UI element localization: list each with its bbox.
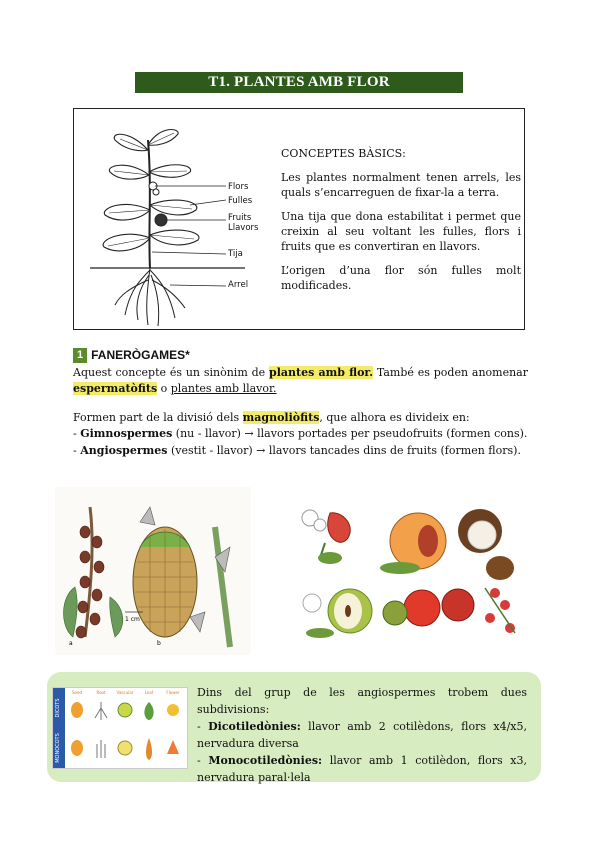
label-a: a [69, 640, 73, 647]
tomato-icon [383, 589, 474, 626]
text: (vestit - llavor) → llavors tancades dins de fruits (formen flors). [167, 443, 521, 457]
highlight-plantes-amb-flor: plantes amb flor. [269, 365, 374, 379]
text: - [73, 427, 81, 440]
concepts-p2: Una tija que dona estabilitat i permet que creixin al seu voltant les fulles, flors i fruits que es convertiran en llavors. [281, 210, 521, 253]
item-dicotiledonies [197, 718, 527, 752]
subdivisions-text [197, 684, 527, 786]
text: llavor amb 2 cotilèdons, flors x4/x5, nervadura diversa [197, 720, 527, 750]
item-angiospermes [73, 443, 528, 460]
label-arrel: Arrel [228, 280, 249, 290]
peach-icon [380, 513, 446, 574]
section-title: FANERÒGAMES* [91, 348, 190, 362]
label-tija: Tija [228, 249, 243, 259]
concepts-p3: L’origen d’una flor són fulles molt modificades. [281, 264, 521, 292]
concepts-p1: Les plantes normalment tenen arrels, les quals s’encarreguen de fixar-la a terra. [281, 171, 521, 199]
term-monocotiledonies: Monocotiledònies: [208, 754, 323, 767]
underline-plantes-amb-llavor: plantes amb llavor. [170, 382, 277, 395]
text: - [197, 720, 209, 733]
subdivisions-intro: Dins del grup de les angiospermes trobem dues subdivisions: [197, 686, 527, 716]
term-gimnospermes: Gimnospermes [80, 427, 173, 440]
item-gimnospermes [73, 426, 528, 443]
term-angiospermes: Angiospermes [80, 443, 168, 457]
col-root: Root [96, 690, 106, 695]
row-dicots: DICOTS [55, 698, 61, 718]
cherry-flower-icon [302, 510, 350, 564]
highlight-espermatofits: espermatòfits [73, 382, 158, 395]
highlight-magnoliofits: magnoliòfits [242, 410, 320, 424]
term-dicotiledonies: Dicotiledònies: [208, 720, 301, 733]
concepts-heading: CONCEPTES BÀSICS: [281, 147, 406, 160]
text: Aquest concepte és un sinònim de [73, 365, 269, 379]
col-vascular: Vascular [116, 690, 134, 695]
item-monocotiledonies [197, 752, 527, 786]
apple-icon [303, 589, 372, 638]
page-title: T1. PLANTES AMB FLOR [135, 72, 463, 93]
dicot-monocot-table [52, 687, 188, 769]
text: o [157, 382, 171, 395]
scale-label: 1 cm [125, 616, 140, 623]
label-b: b [157, 640, 161, 647]
text: , que alhora es divideix en: [319, 410, 470, 424]
label-fruits: Fruits [228, 213, 252, 223]
label-llavors: Llavors [228, 223, 259, 233]
section-intro [73, 365, 528, 398]
section-division [73, 410, 528, 427]
section-faneroganes [73, 347, 528, 459]
text: - [73, 443, 81, 457]
label-flors: Flors [228, 182, 249, 192]
text: llavor amb 1 cotilèdon, flors x3, nervadura paral·lela [197, 754, 527, 784]
berries-icon [485, 588, 515, 633]
concepts-text [281, 146, 521, 302]
coconut-icon [458, 509, 514, 580]
text: (nu - llavor) → llavors portades per pseudofruits (formen cons). [172, 427, 528, 440]
section-number: 1 [73, 348, 87, 363]
col-seed: Seed [72, 690, 82, 695]
section-heading [73, 347, 528, 364]
label-fulles: Fulles [228, 196, 253, 206]
col-leaf: Leaf [144, 690, 154, 695]
gymnosperm-illustration [55, 487, 251, 655]
fruits-illustration [290, 493, 530, 653]
text: - [197, 754, 209, 767]
col-flower: Flower [166, 690, 180, 695]
text: Formen part de la divisió dels [73, 410, 243, 424]
text: També es poden anomenar [373, 365, 528, 379]
row-monocots: MONOCOTS [55, 733, 61, 763]
